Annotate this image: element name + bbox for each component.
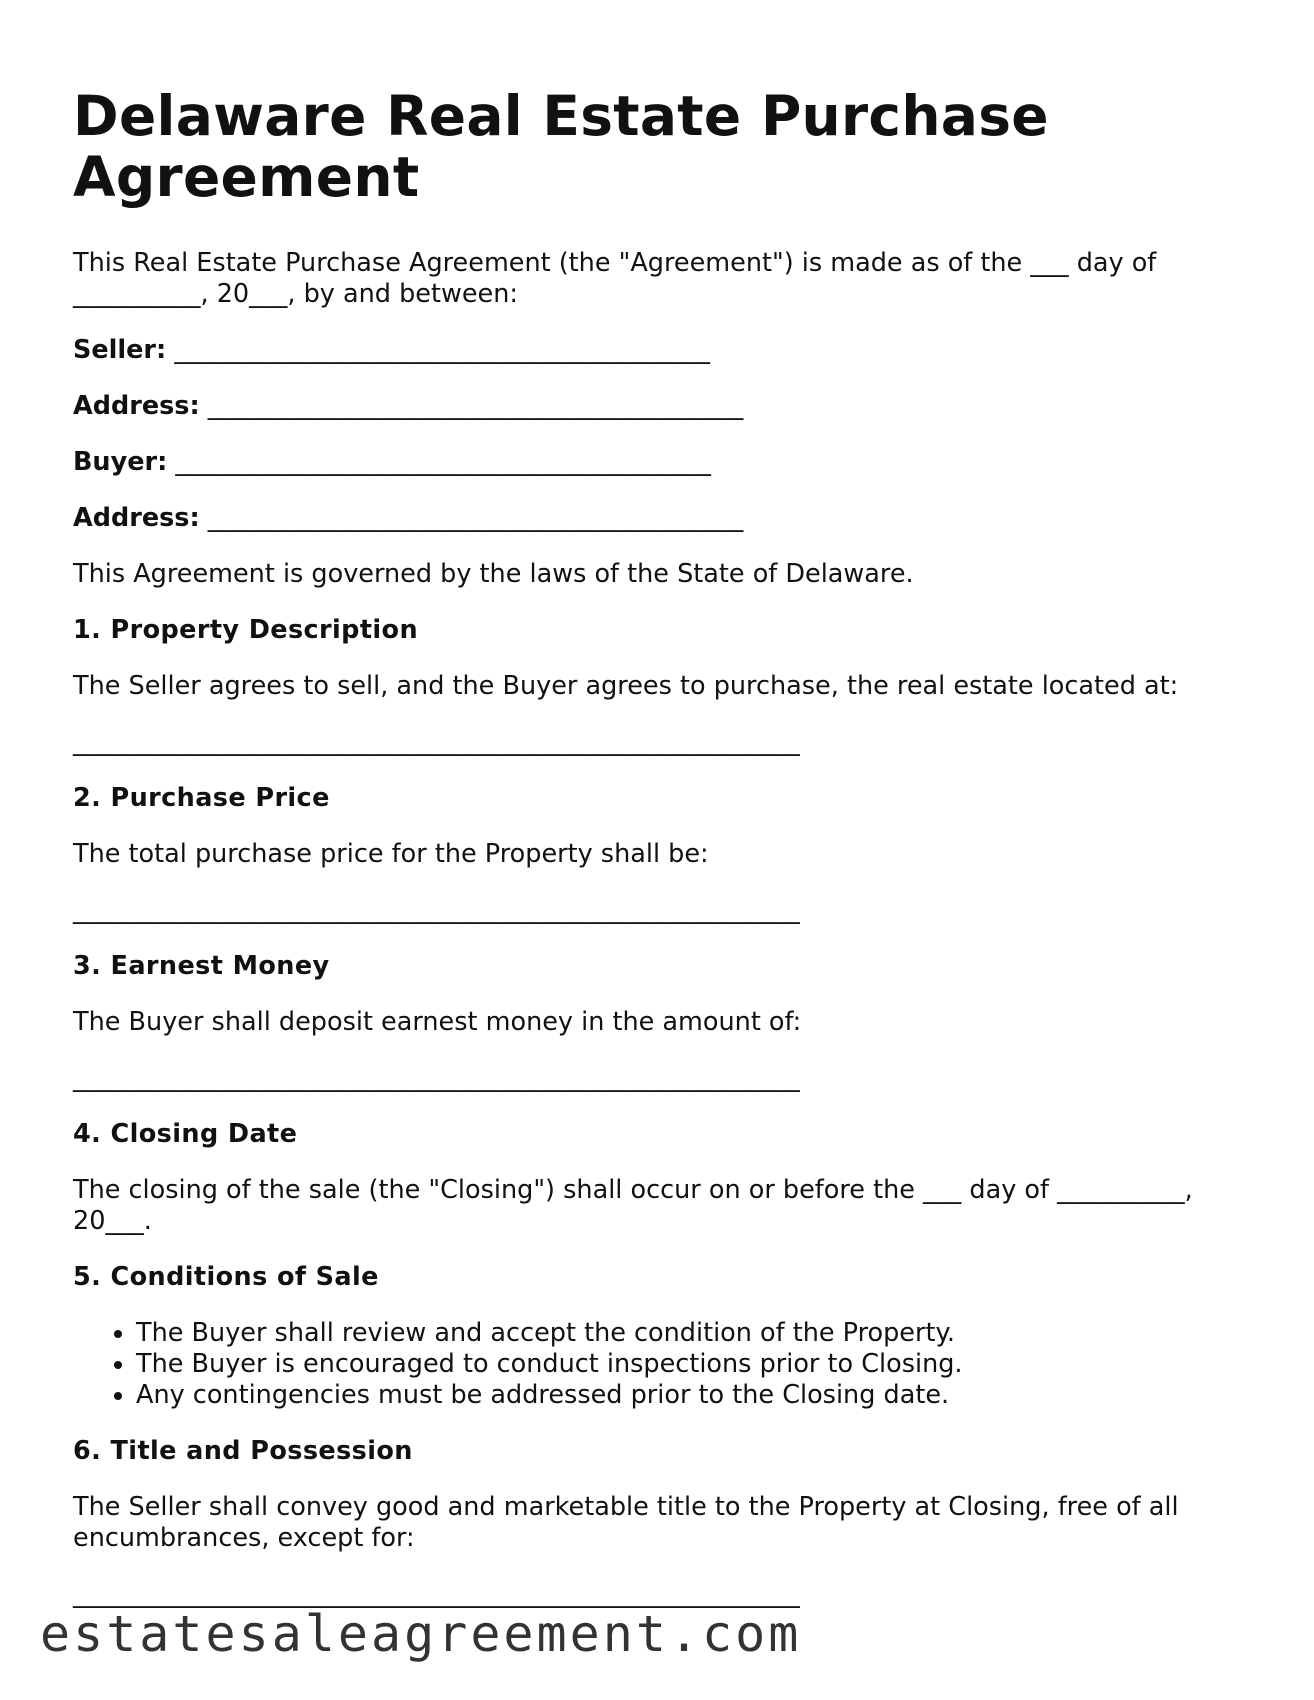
buyer-address-blank: __________________________________________ bbox=[207, 503, 744, 533]
section-heading-title-and-possession: 6. Title and Possession bbox=[73, 1436, 413, 1466]
buyer-field bbox=[73, 447, 1233, 478]
seller-label: Seller: bbox=[73, 335, 167, 365]
conditions-list bbox=[73, 1318, 1233, 1411]
section-heading-property-description: 1. Property Description bbox=[73, 615, 419, 645]
seller-field bbox=[73, 335, 1233, 366]
section-text-purchase-price: The total purchase price for the Property shall be: bbox=[73, 839, 709, 869]
section-text-closing-date: The closing of the sale (the "Closing") shall occur on or before the ___ day of __________, 20___. bbox=[73, 1175, 1193, 1236]
seller-address-field bbox=[73, 391, 1233, 422]
section-text-property-description: The Seller agrees to sell, and the Buyer agrees to purchase, the real estate located at: bbox=[73, 671, 1179, 701]
buyer-address-field bbox=[73, 503, 1233, 534]
section-text-earnest-money: The Buyer shall deposit earnest money in the amount of: bbox=[73, 1007, 802, 1037]
earnest-money-blank: _________________________________________________________ bbox=[73, 1063, 800, 1093]
section-heading-conditions-of-sale: 5. Conditions of Sale bbox=[73, 1262, 379, 1292]
seller-blank: __________________________________________ bbox=[174, 335, 710, 365]
buyer-address-label: Address: bbox=[73, 503, 200, 533]
list-item: • Any contingencies must be addressed prior to the Closing date. bbox=[136, 1380, 1233, 1411]
section-heading-purchase-price: 2. Purchase Price bbox=[73, 783, 330, 813]
buyer-label: Buyer: bbox=[73, 447, 168, 477]
list-item: • The Buyer shall review and accept the condition of the Property. bbox=[136, 1318, 1233, 1349]
property-address-blank: _________________________________________________________ bbox=[73, 727, 800, 757]
list-item: • The Buyer is encouraged to conduct inspections prior to Closing. bbox=[136, 1349, 1233, 1380]
seller-address-blank: __________________________________________ bbox=[207, 391, 744, 421]
watermark: estatesaleagreement.com bbox=[40, 1605, 802, 1663]
section-heading-earnest-money: 3. Earnest Money bbox=[73, 951, 330, 981]
encumbrances-blank: _________________________________________________________ bbox=[73, 1579, 800, 1609]
intro-paragraph: This Real Estate Purchase Agreement (the "Agreement") is made as of the ___ day of __________, 20___, by and between: bbox=[73, 248, 1157, 309]
governing-law: This Agreement is governed by the laws of the State of Delaware. bbox=[73, 559, 914, 589]
seller-address-label: Address: bbox=[73, 391, 200, 421]
section-heading-closing-date: 4. Closing Date bbox=[73, 1119, 298, 1149]
buyer-blank: __________________________________________ bbox=[175, 447, 711, 477]
section-text-title-and-possession: The Seller shall convey good and marketable title to the Property at Closing, free of all encumbrances, except for: bbox=[73, 1492, 1179, 1553]
purchase-price-blank: _________________________________________________________ bbox=[73, 895, 800, 925]
document-title: Delaware Real Estate Purchase Agreement bbox=[73, 84, 1049, 209]
document-page bbox=[73, 86, 1233, 1635]
